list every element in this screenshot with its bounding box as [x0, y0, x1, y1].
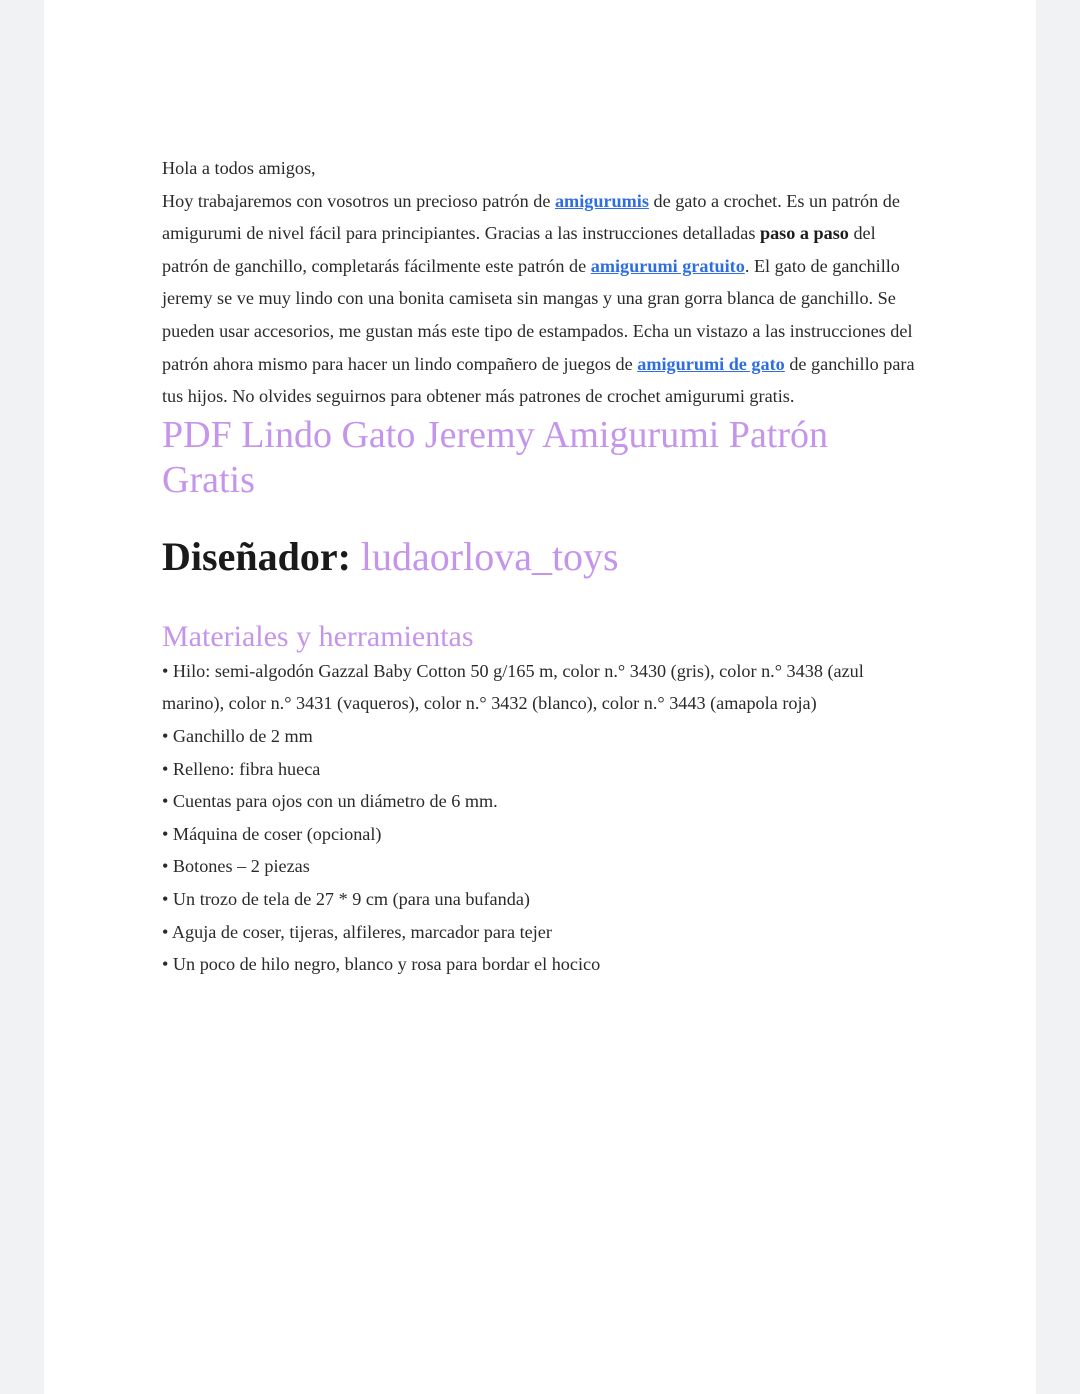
amigurumi-de-gato-link[interactable]: amigurumi de gato: [637, 353, 785, 374]
list-item: • Máquina de coser (opcional): [162, 823, 382, 844]
bold-step-by-step: paso a paso: [759, 223, 849, 244]
article-content: [162, 152, 922, 981]
materials-list: [162, 655, 922, 981]
intro-text-5: de ganchillo para tus hijos. No olvides seguirnos para obtener más patrones de crochet amigurumi gratis.: [162, 353, 915, 407]
list-item: • Relleno: fibra hueca: [162, 758, 321, 779]
document-page: [44, 0, 1036, 1394]
list-item: • Cuentas para ojos con un diámetro de 6 mm.: [162, 791, 498, 812]
designer-heading: [162, 533, 922, 581]
list-item: • Ganchillo de 2 mm: [162, 725, 313, 746]
intro-paragraph: [162, 185, 922, 413]
list-item: • Aguja de coser, tijeras, alfileres, marcador para tejer: [162, 921, 552, 942]
amigurumi-gratuito-link[interactable]: amigurumi gratuito: [590, 255, 745, 276]
list-item: • Un poco de hilo negro, blanco y rosa para bordar el hocico: [162, 954, 601, 975]
designer-label: Diseñador:: [162, 533, 351, 579]
page-title: PDF Lindo Gato Jeremy Amigurumi Patrón Gratis: [162, 413, 829, 501]
designer-name: ludaorlova_toys: [360, 533, 619, 579]
list-item: • Botones – 2 piezas: [162, 856, 310, 877]
amigurumis-link[interactable]: amigurumis: [554, 190, 649, 211]
list-item: • Hilo: semi-algodón Gazzal Baby Cotton 50 g/165 m, color n.° 3430 (gris), color n.° 3438 (azul marino), color n.° 3431 (vaqueros), color n.° 3432 (blanco), color n.° 3443 (amapola roja): [162, 660, 864, 714]
intro-section: [162, 152, 922, 413]
list-item: • Un trozo de tela de 27 * 9 cm (para una bufanda): [162, 888, 530, 909]
intro-text-4: . El gato de ganchillo jeremy se ve muy lindo con una bonita camiseta sin mangas y una gran gorra blanca de ganchillo. Se pueden usar accesorios, me gustan más este tipo de estampados. Echa un vistazo a las instrucciones del patrón ahora mismo para hacer un lindo compañero de juegos de: [162, 255, 913, 374]
intro-text-3: del patrón de ganchillo, completarás fácilmente este patrón de: [162, 223, 876, 276]
intro-text-1: Hoy trabajaremos con vosotros un precioso patrón de: [162, 190, 555, 211]
intro-text-2: de gato a crochet. Es un patrón de amigurumi de nivel fácil para principiantes. Gracias a las instrucciones detalladas: [162, 190, 900, 244]
greeting-text: Hola a todos amigos,: [162, 158, 316, 178]
materials-heading: Materiales y herramientas: [162, 619, 474, 653]
